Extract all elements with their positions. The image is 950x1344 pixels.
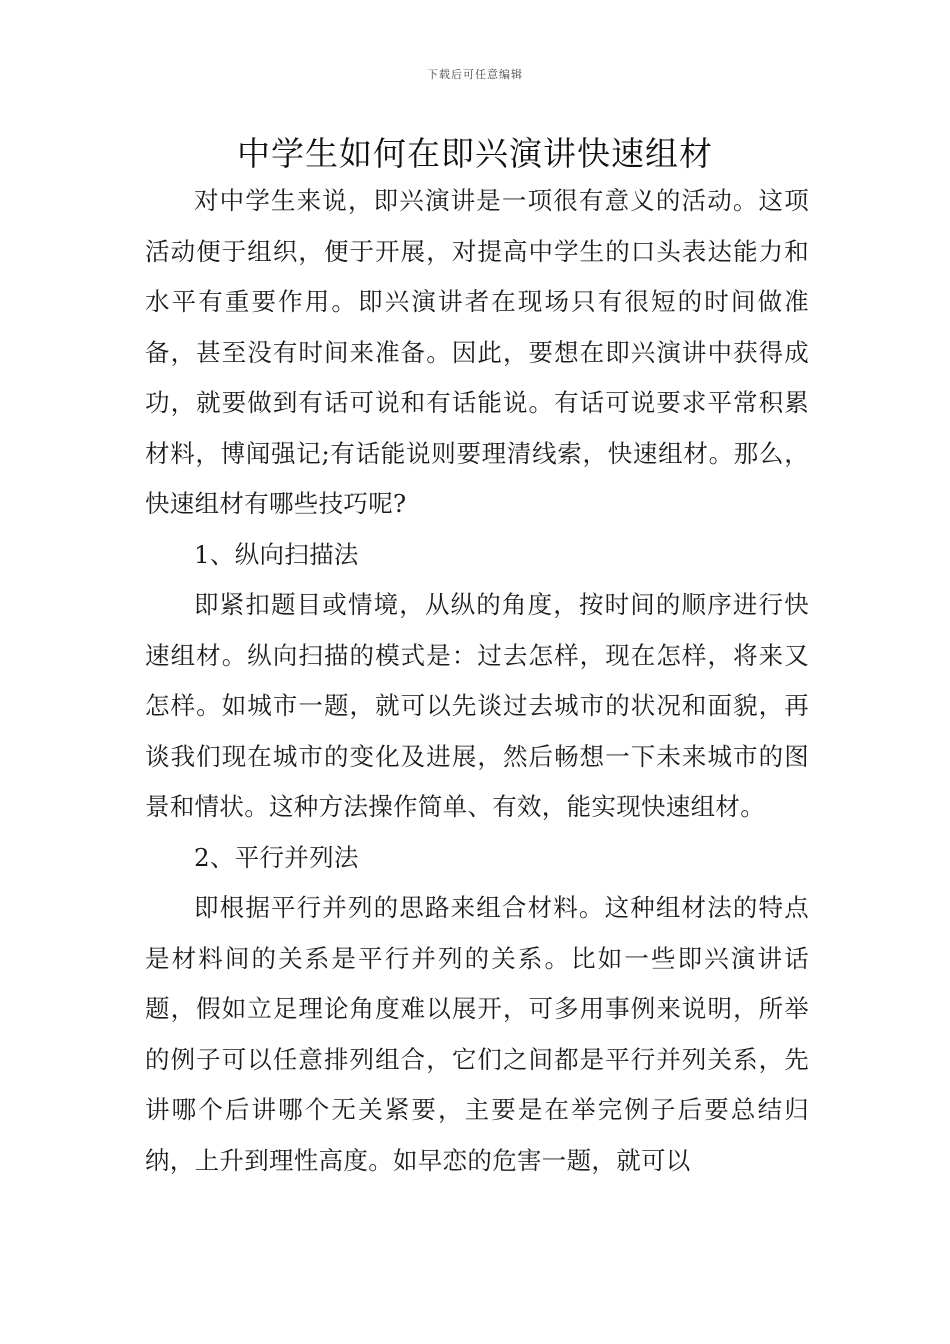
header-note: 下载后可任意编辑 — [427, 68, 523, 81]
document-title: 中学生如何在即兴演讲快速组材 — [237, 134, 713, 173]
section-heading-1: 1、纵向扫描法 — [194, 539, 359, 569]
section-heading-2: 2、平行并列法 — [194, 842, 359, 872]
intro-paragraph: 对中学生来说，即兴演讲是一项很有意义的活动。这项活动便于组织，便于开展，对提高中学生的口头表达能力和水平有重要作用。即兴演讲者在现场只有很短的时间做准备，甚至没有时间来准备。因此，要想在即兴演讲中获得成功，就要做到有话可说和有话能说。有话可说要求平常积累材料，博闻强记;有话能说则要理清线索，快速组材。那么，快速组材有哪些技巧呢? — [145, 186, 809, 518]
section-paragraph-2: 即根据平行并列的思路来组合材料。这种组材法的特点是材料间的关系是平行并列的关系。比如一些即兴演讲话题，假如立足理论角度难以展开，可多用事例来说明，所举的例子可以任意排列组合，它们之间都是平行并列关系，先讲哪个后讲哪个无关紧要，主要是在举完例子后要总结归纳，上升到理性高度。如早恋的危害一题，就可以 — [145, 893, 809, 1175]
document-body — [145, 176, 809, 1186]
section-paragraph-1: 即紧扣题目或情境，从纵的角度，按时间的顺序进行快速组材。纵向扫描的模式是：过去怎样，现在怎样，将来又怎样。如城市一题，就可以先谈过去城市的状况和面貌，再谈我们现在城市的变化及进展，然后畅想一下未来城市的图景和情状。这种方法操作简单、有效，能实现快速组材。 — [145, 590, 809, 821]
